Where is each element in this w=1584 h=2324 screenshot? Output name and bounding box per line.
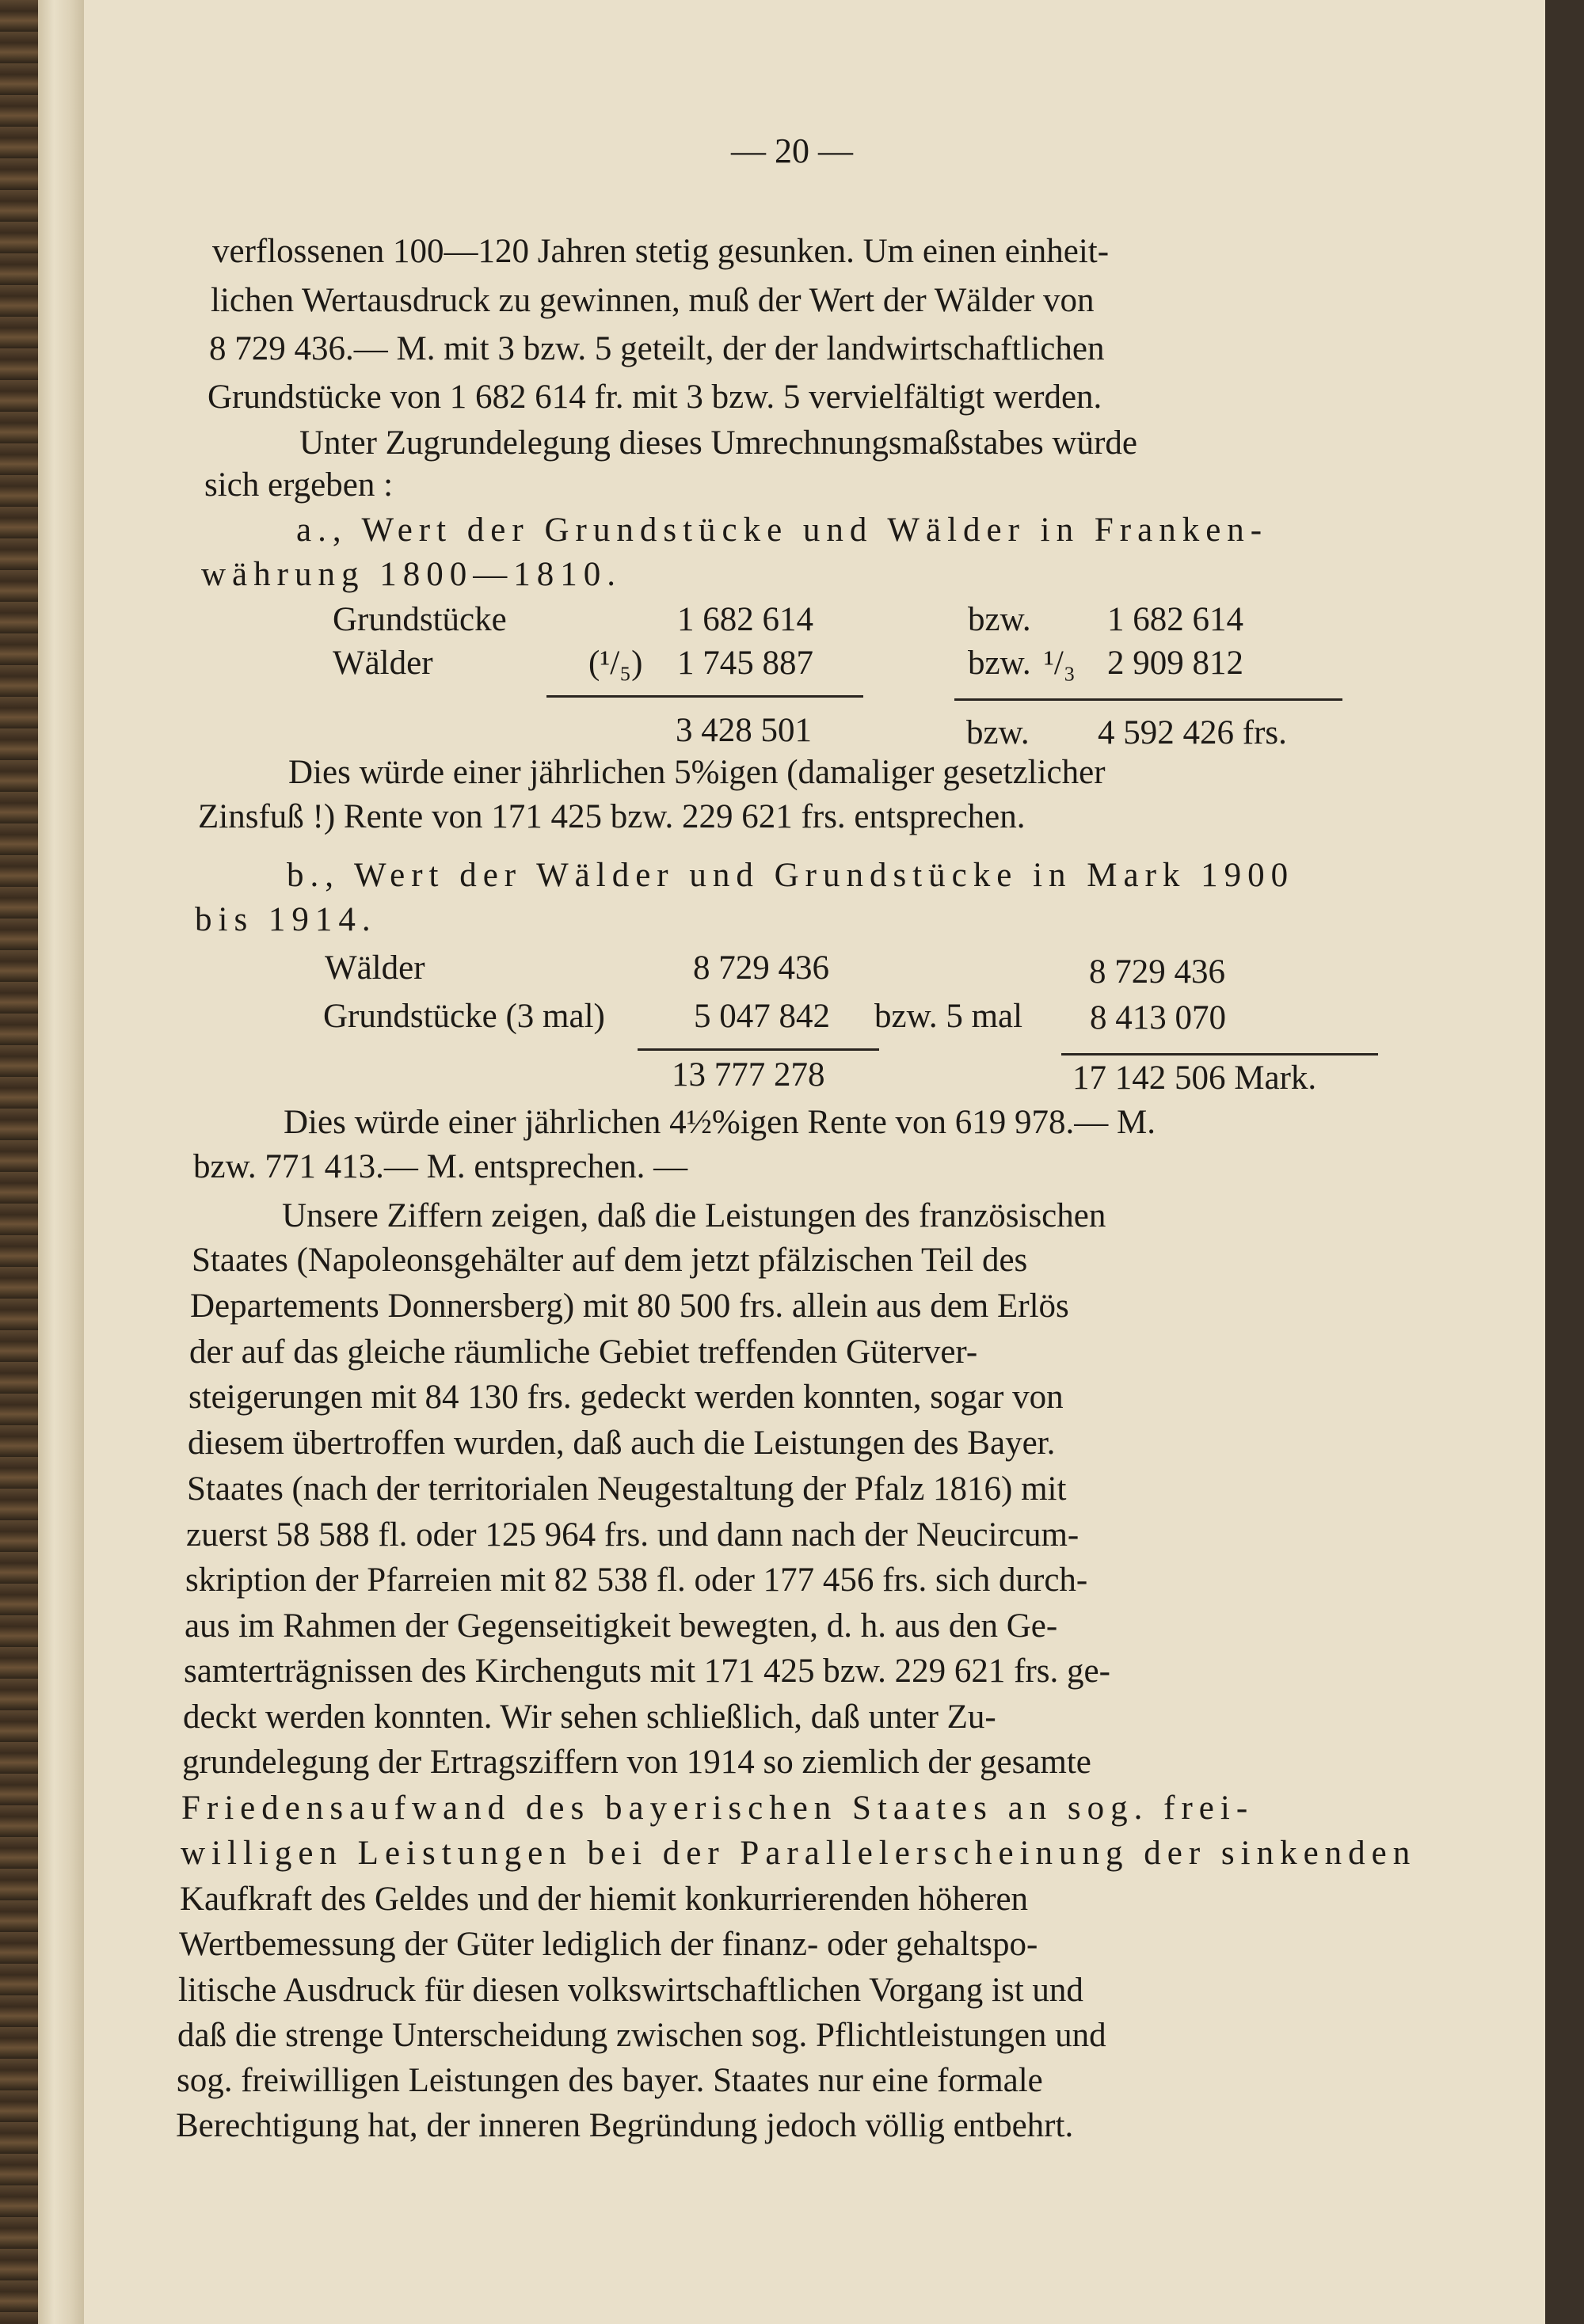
table-a-row-value: 1 745 887 bbox=[677, 645, 813, 682]
text-line: Berechtigung hat, der inneren Begründung jedoch völlig entbehrt. bbox=[176, 2107, 1074, 2144]
table-a-row-factor: (¹/₅) bbox=[588, 645, 643, 682]
table-b-row-value: 8 729 436 bbox=[1089, 953, 1225, 991]
text-line: Dies würde einer jährlichen 5%igen (damaliger gesetzlicher bbox=[288, 754, 1106, 791]
text-line: deckt werden konnten. Wir sehen schließlich, daß unter Zu- bbox=[183, 1698, 996, 1736]
text-line: Staates (Napoleonsgehälter auf dem jetzt pfälzischen Teil des bbox=[192, 1242, 1028, 1279]
text-line: Departements Donnersberg) mit 80 500 frs. allein aus dem Erlös bbox=[190, 1288, 1069, 1325]
text-line: bzw. 771 413.— M. entsprechen. — bbox=[193, 1148, 688, 1185]
text-line: 8 729 436.— M. mit 3 bzw. 5 geteilt, der der landwirtschaftlichen bbox=[209, 330, 1105, 367]
sum-rule bbox=[638, 1048, 879, 1051]
section-heading-b: b., Wert der Wälder und Grundstücke in Mark 1900 bbox=[287, 857, 1295, 894]
page-stack-edge bbox=[38, 0, 84, 2324]
section-heading-a-cont: währung 1800—1810. bbox=[201, 556, 622, 593]
text-line: samterträgnissen des Kirchenguts mit 171 425 bzw. 229 621 frs. ge- bbox=[184, 1653, 1110, 1690]
table-b-row-mid: bzw. 5 mal bbox=[874, 998, 1023, 1035]
text-line: sich ergeben : bbox=[204, 466, 394, 504]
text-line: der auf das gleiche räumliche Gebiet treffenden Güterver- bbox=[189, 1333, 978, 1371]
text-line: Staates (nach der territorialen Neugestaltung der Pfalz 1816) mit bbox=[187, 1470, 1067, 1508]
background-edge bbox=[1545, 0, 1584, 2324]
table-b-row-value: 8 729 436 bbox=[693, 949, 829, 987]
table-b-row-label: Grundstücke (3 mal) bbox=[323, 998, 605, 1035]
section-heading-a: a., Wert der Grundstücke und Wälder in Franken- bbox=[296, 512, 1269, 549]
text-line: willigen Leistungen bei der Parallelerscheinung der sinkenden bbox=[181, 1835, 1417, 1872]
table-b-total: 13 777 278 bbox=[672, 1056, 825, 1094]
table-a-row-value: 1 682 614 bbox=[677, 601, 813, 638]
table-a-row-label: Grundstücke bbox=[333, 601, 507, 638]
text-line: sog. freiwilligen Leistungen des bayer. Staates nur eine formale bbox=[177, 2062, 1043, 2099]
text-line: Dies würde einer jährlichen 4½%igen Rente von 619 978.— M. bbox=[284, 1104, 1156, 1141]
text-line: Zinsfuß !) Rente von 171 425 bzw. 229 621 frs. entsprechen. bbox=[198, 798, 1026, 835]
table-b-total: 17 142 506 Mark. bbox=[1072, 1059, 1317, 1097]
table-a-row-mid: bzw. bbox=[968, 645, 1031, 682]
table-a-total: 4 592 426 frs. bbox=[1098, 714, 1287, 751]
sum-rule bbox=[546, 695, 863, 698]
text-line: Wertbemessung der Güter lediglich der finanz- oder gehaltspo- bbox=[179, 1926, 1038, 1963]
table-a-row-value: 1 682 614 bbox=[1107, 601, 1243, 638]
text-line: steigerungen mit 84 130 frs. gedeckt werden konnten, sogar von bbox=[188, 1379, 1064, 1416]
text-line: Grundstücke von 1 682 614 fr. mit 3 bzw. 5 vervielfältigt werden. bbox=[208, 378, 1102, 416]
table-a-row-label: Wälder bbox=[333, 645, 433, 682]
text-line: daß die strenge Unterscheidung zwischen sog. Pflichtleistungen und bbox=[177, 2017, 1106, 2054]
text-line: skription der Pfarreien mit 82 538 fl. oder 177 456 frs. sich durch- bbox=[185, 1561, 1088, 1599]
table-a-row-value: 2 909 812 bbox=[1107, 645, 1243, 682]
sum-rule bbox=[1061, 1053, 1378, 1055]
table-a-row-mid: bzw. bbox=[968, 601, 1031, 638]
text-line: litische Ausdruck für diesen volkswirtschaftlichen Vorgang ist und bbox=[178, 1972, 1083, 2009]
text-line: lichen Wertausdruck zu gewinnen, muß der Wert der Wälder von bbox=[211, 282, 1095, 319]
table-b-row-label: Wälder bbox=[325, 949, 425, 987]
text-line: verflossenen 100—120 Jahren stetig gesunken. Um einen einheit- bbox=[212, 233, 1110, 270]
text-line: Unter Zugrundelegung dieses Umrechnungsmaßstabes würde bbox=[299, 424, 1137, 462]
section-heading-b-cont: bis 1914. bbox=[195, 901, 377, 938]
text-line: Unsere Ziffern zeigen, daß die Leistungen des französischen bbox=[282, 1197, 1106, 1234]
table-a-total-mid: bzw. bbox=[966, 714, 1030, 751]
table-b-row-value: 8 413 070 bbox=[1090, 999, 1226, 1036]
book-spine bbox=[0, 0, 38, 2324]
sum-rule bbox=[954, 698, 1342, 701]
text-line: diesem übertroffen wurden, daß auch die Leistungen des Bayer. bbox=[188, 1424, 1056, 1462]
page-number: — 20 — bbox=[731, 131, 853, 170]
text-line: grundelegung der Ertragsziffern von 1914 so ziemlich der gesamte bbox=[182, 1744, 1091, 1781]
text-line: Kaufkraft des Geldes und der hiemit konkurrierenden höheren bbox=[180, 1881, 1029, 1918]
text-line: zuerst 58 588 fl. oder 125 964 frs. und dann nach der Neucircum- bbox=[186, 1516, 1079, 1554]
table-a-total: 3 428 501 bbox=[676, 712, 812, 749]
text-line: Friedensaufwand des bayerischen Staates an sog. frei- bbox=[181, 1790, 1255, 1827]
table-b-row-value: 5 047 842 bbox=[694, 998, 830, 1035]
table-a-row-factor: ¹/₃ bbox=[1044, 645, 1076, 682]
text-line: aus im Rahmen der Gegenseitigkeit bewegten, d. h. aus den Ge- bbox=[185, 1607, 1058, 1645]
